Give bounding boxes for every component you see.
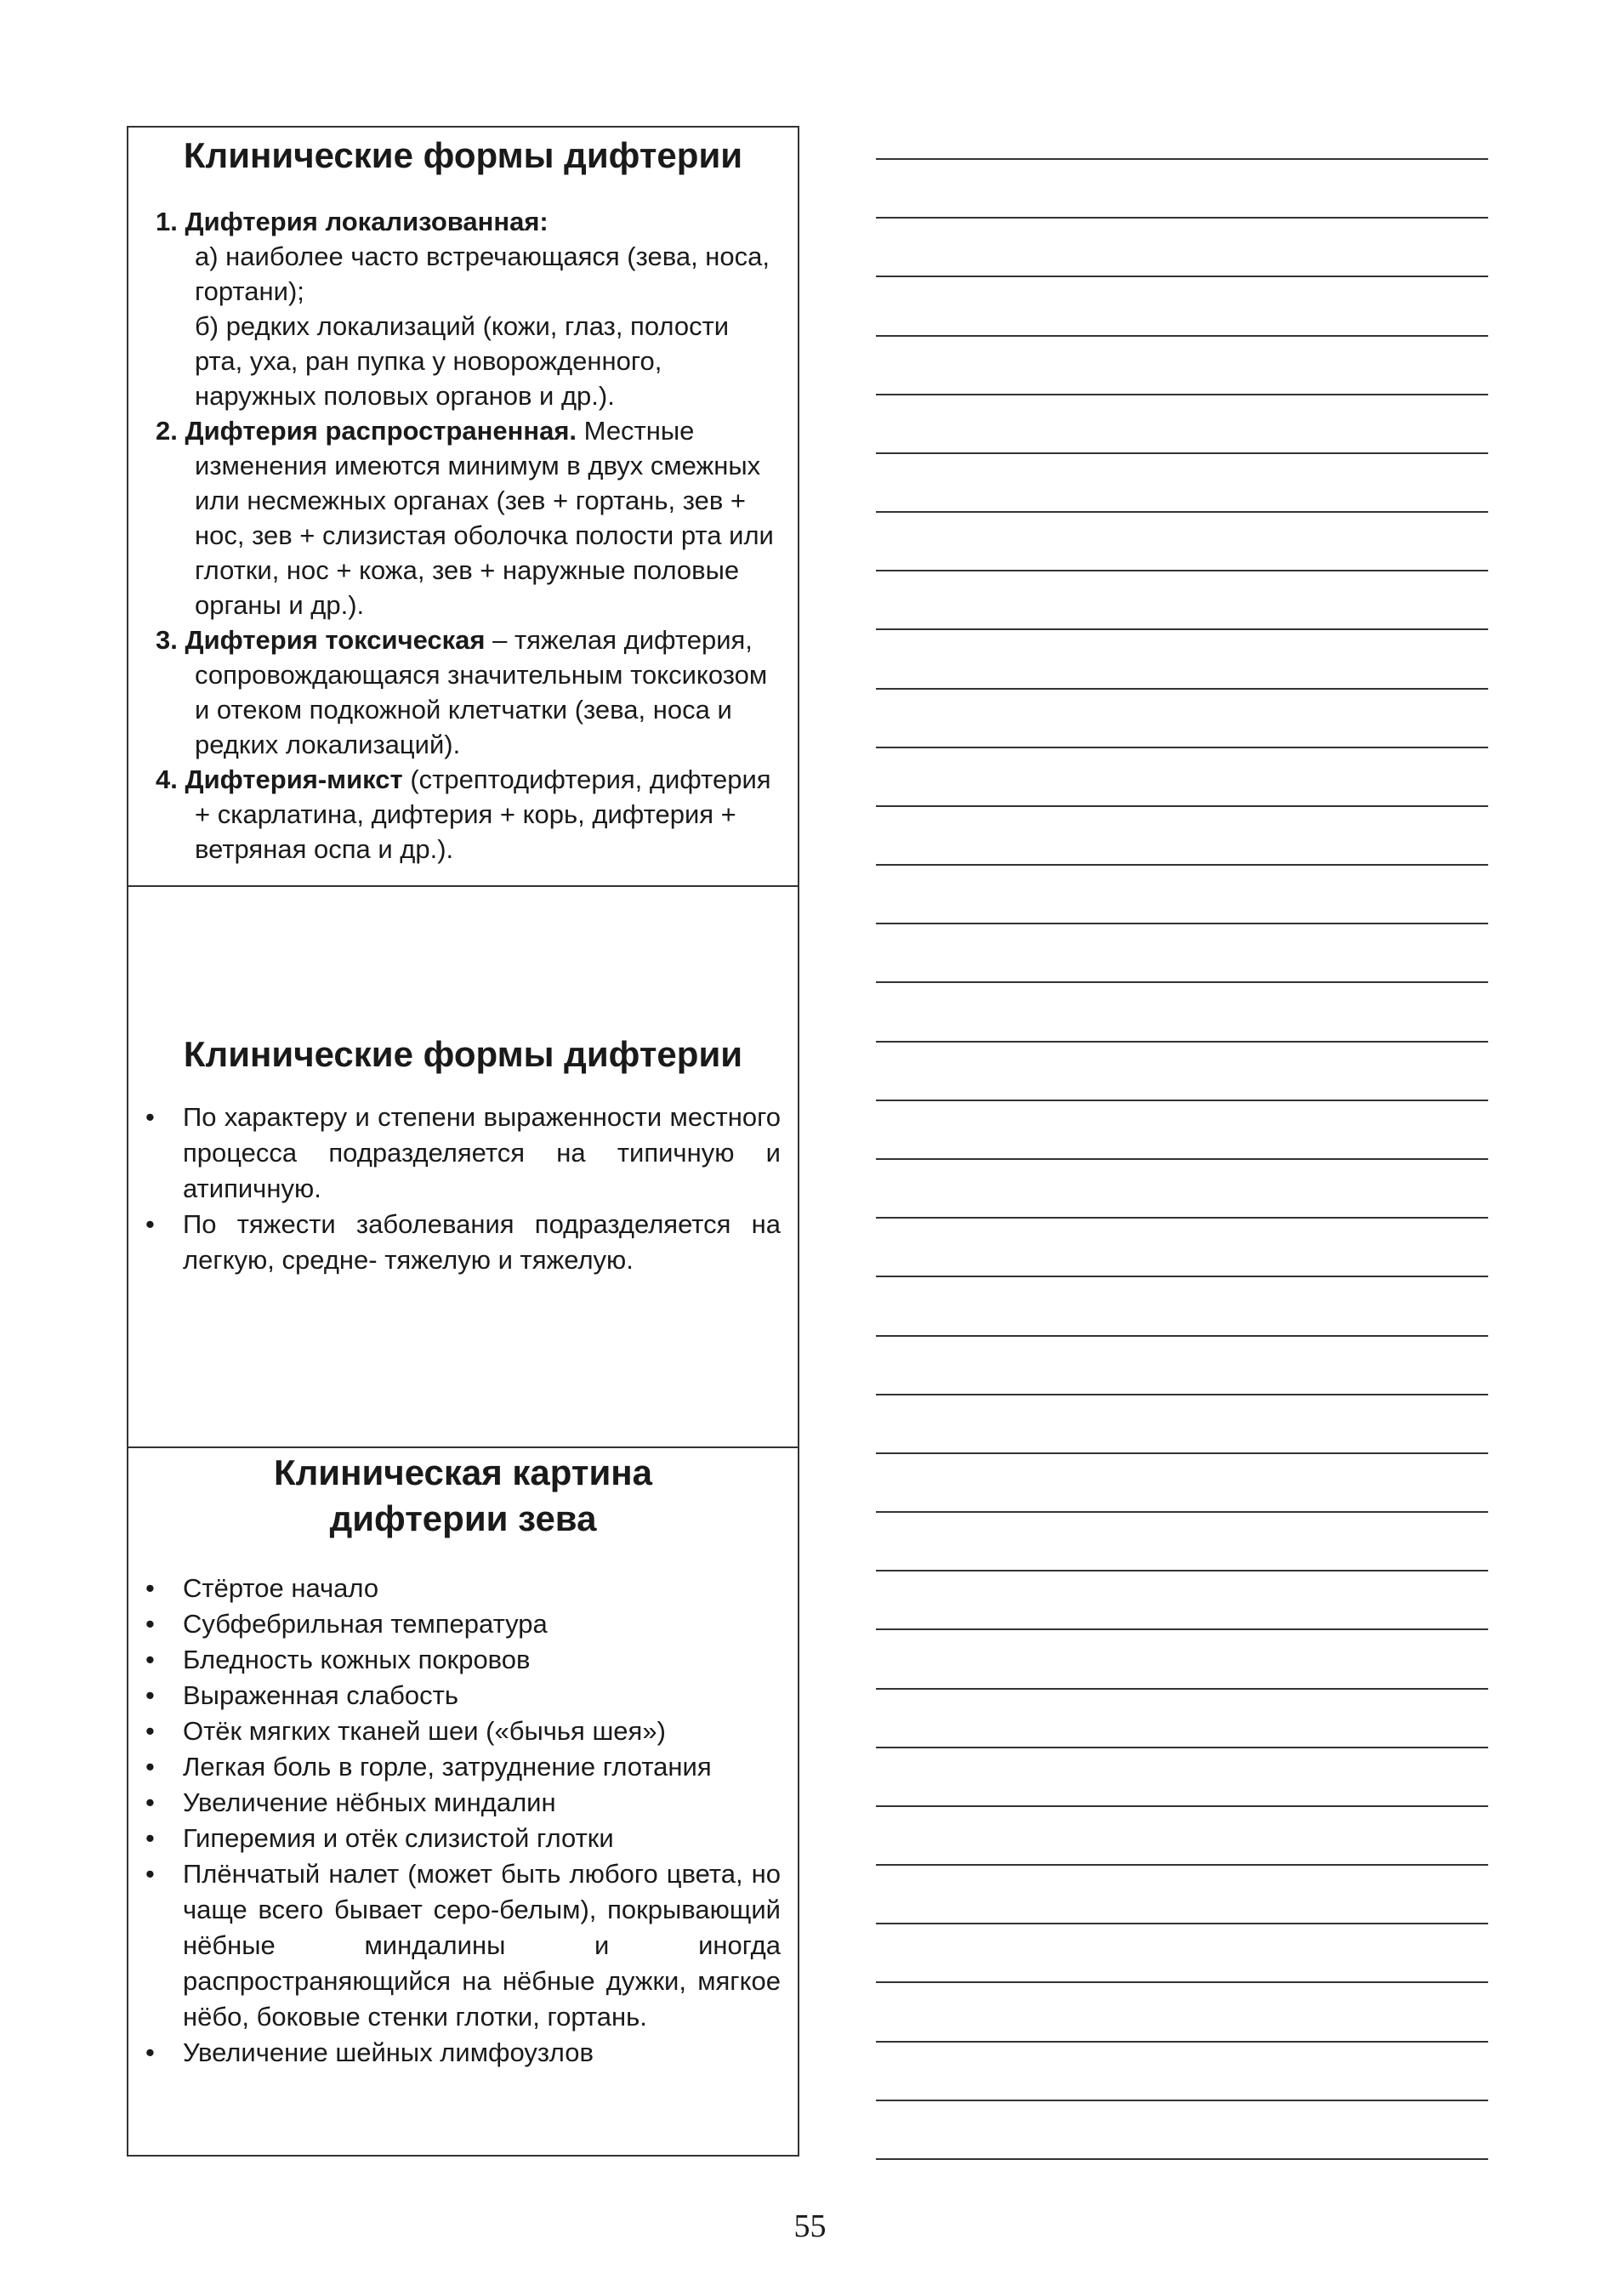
item-number: 3. — [156, 625, 178, 655]
item-text: По тяжести заболевания подразделяется на легкую, средне- тяжелую и тяжелую. — [183, 1209, 781, 1275]
item-text: – тяжелая дифтерия, сопровождающаяся значительным токсикозом и отеком подкожной клетчатки (зева, носа и редких локализаций). — [195, 625, 768, 759]
bullet-marker: • — [145, 1573, 155, 1603]
bullet-marker: • — [145, 1609, 155, 1639]
note-line — [876, 1041, 1488, 1043]
item-text: Субфебрильная температура — [183, 1609, 548, 1639]
page-number: 55 — [793, 2208, 827, 2244]
note-line — [876, 2100, 1488, 2101]
bullet-marker: • — [145, 1102, 155, 1132]
note-line — [876, 452, 1488, 454]
note-line — [876, 1158, 1488, 1160]
note-line — [876, 217, 1488, 219]
note-line — [876, 570, 1488, 571]
item-number: 4. — [156, 764, 178, 794]
item-number: 2. — [156, 416, 178, 446]
title-line: Клиническая картина — [273, 1452, 653, 1492]
slide-title: Клинические формы дифтерии — [183, 1034, 743, 1074]
note-line — [876, 1511, 1488, 1513]
note-line — [876, 1100, 1488, 1101]
item-text: Увеличение нёбных миндалин — [183, 1787, 556, 1817]
note-line — [876, 2041, 1488, 2043]
item-heading: Дифтерия токсическая — [185, 625, 486, 655]
note-line — [876, 158, 1488, 160]
note-line — [876, 805, 1488, 807]
bullet-marker: • — [145, 1645, 155, 1674]
note-line — [876, 1923, 1488, 1924]
list-item — [145, 1642, 781, 1678]
note-line — [876, 628, 1488, 630]
item-number: 1. — [156, 207, 178, 236]
note-line — [876, 335, 1488, 337]
item-text: Выраженная слабость — [183, 1680, 458, 1710]
slide-title — [145, 1448, 781, 1542]
list-item — [145, 1821, 781, 1856]
slide-clinical-forms-2 — [128, 887, 798, 1448]
note-line — [876, 1335, 1488, 1337]
note-line — [876, 511, 1488, 513]
bullet-list — [145, 1100, 781, 1278]
list-item — [142, 413, 781, 622]
bullet-marker: • — [145, 1752, 155, 1782]
item-heading: Дифтерия локализованная: — [185, 207, 549, 236]
list-item — [142, 622, 781, 762]
slide-clinical-picture — [128, 1448, 798, 2158]
note-line — [876, 923, 1488, 924]
list-item — [145, 1713, 781, 1749]
note-line — [876, 1864, 1488, 1866]
note-line — [876, 394, 1488, 395]
bullet-list — [145, 1571, 781, 2071]
list-item — [145, 1207, 781, 1278]
item-text: По характеру и степени выраженности местного процесса подразделяется на типичную и атипичную. — [183, 1102, 781, 1203]
item-text: (стрептодифтерия, дифтерия + скарлатина, дифтерия + корь, дифтерия + ветряная оспа и др.). — [195, 764, 771, 864]
sub-item: б) редких локализаций (кожи, глаз, полости рта, уха, ран пупка у новорожденного, наружных половых органов и др.). — [195, 311, 730, 411]
note-line — [876, 1981, 1488, 1983]
list-item — [142, 762, 781, 867]
note-line — [876, 1570, 1488, 1571]
note-line — [876, 1628, 1488, 1630]
slides-column — [127, 126, 799, 2157]
list-item — [145, 1100, 781, 1207]
bullet-marker: • — [145, 1680, 155, 1710]
item-text: Бледность кожных покровов — [183, 1645, 531, 1674]
item-text: Стёртое начало — [183, 1573, 379, 1603]
bullet-marker: • — [145, 1859, 155, 1889]
note-line — [876, 2158, 1488, 2160]
item-text: Отёк мягких тканей шеи («бычья шея») — [183, 1716, 666, 1746]
slide-clinical-forms-1 — [128, 128, 798, 887]
item-text: Местные изменения имеются минимум в двух смежных или несмежных органах (зев + гортань, зев + нос, зев + слизистая оболочка полости рта или глотки, нос + кожа, зев + наружные половые органы и др.). — [195, 416, 774, 620]
item-text: Увеличение шейных лимфоузлов — [183, 2037, 594, 2067]
list-item — [145, 1678, 781, 1713]
note-line — [876, 1394, 1488, 1395]
item-text: Легкая боль в горле, затруднение глотания — [183, 1752, 712, 1782]
list-item — [142, 204, 781, 413]
title-line: дифтерии зева — [329, 1498, 597, 1538]
list-item — [145, 1749, 781, 1785]
note-line — [876, 1217, 1488, 1219]
bullet-marker: • — [145, 1787, 155, 1817]
bullet-marker: • — [145, 1823, 155, 1853]
item-text: Гиперемия и отёк слизистой глотки — [183, 1823, 614, 1853]
note-line — [876, 688, 1488, 690]
note-line — [876, 1747, 1488, 1748]
item-heading: Дифтерия-микст — [185, 764, 403, 794]
slide-title: Клинические формы дифтерии — [183, 135, 743, 175]
note-line — [876, 1805, 1488, 1807]
note-line — [876, 276, 1488, 277]
note-line — [876, 1688, 1488, 1690]
bullet-marker: • — [145, 2037, 155, 2067]
list-item — [145, 1606, 781, 1642]
numbered-list — [145, 204, 781, 867]
item-heading: Дифтерия распространенная. — [185, 416, 577, 446]
list-item — [145, 1571, 781, 1606]
note-line — [876, 981, 1488, 983]
list-item — [145, 1856, 781, 2035]
note-line — [876, 1276, 1488, 1277]
item-text: Плёнчатый налет (может быть любого цвета, но чаще всего бывает серо-белым), покрывающий нёбные миндалины и иногда распространяющийся на нёбные дужки, мягкое нёбо, боковые стенки глотки, гортань. — [183, 1859, 781, 2032]
notes-lines — [876, 0, 1488, 2211]
bullet-marker: • — [145, 1209, 155, 1239]
note-line — [876, 1452, 1488, 1454]
list-item — [145, 1785, 781, 1821]
note-line — [876, 747, 1488, 748]
note-line — [876, 864, 1488, 866]
list-item — [145, 2035, 781, 2071]
sub-item: а) наиболее часто встречающаяся (зева, носа, гортани); — [195, 242, 770, 306]
bullet-marker: • — [145, 1716, 155, 1746]
